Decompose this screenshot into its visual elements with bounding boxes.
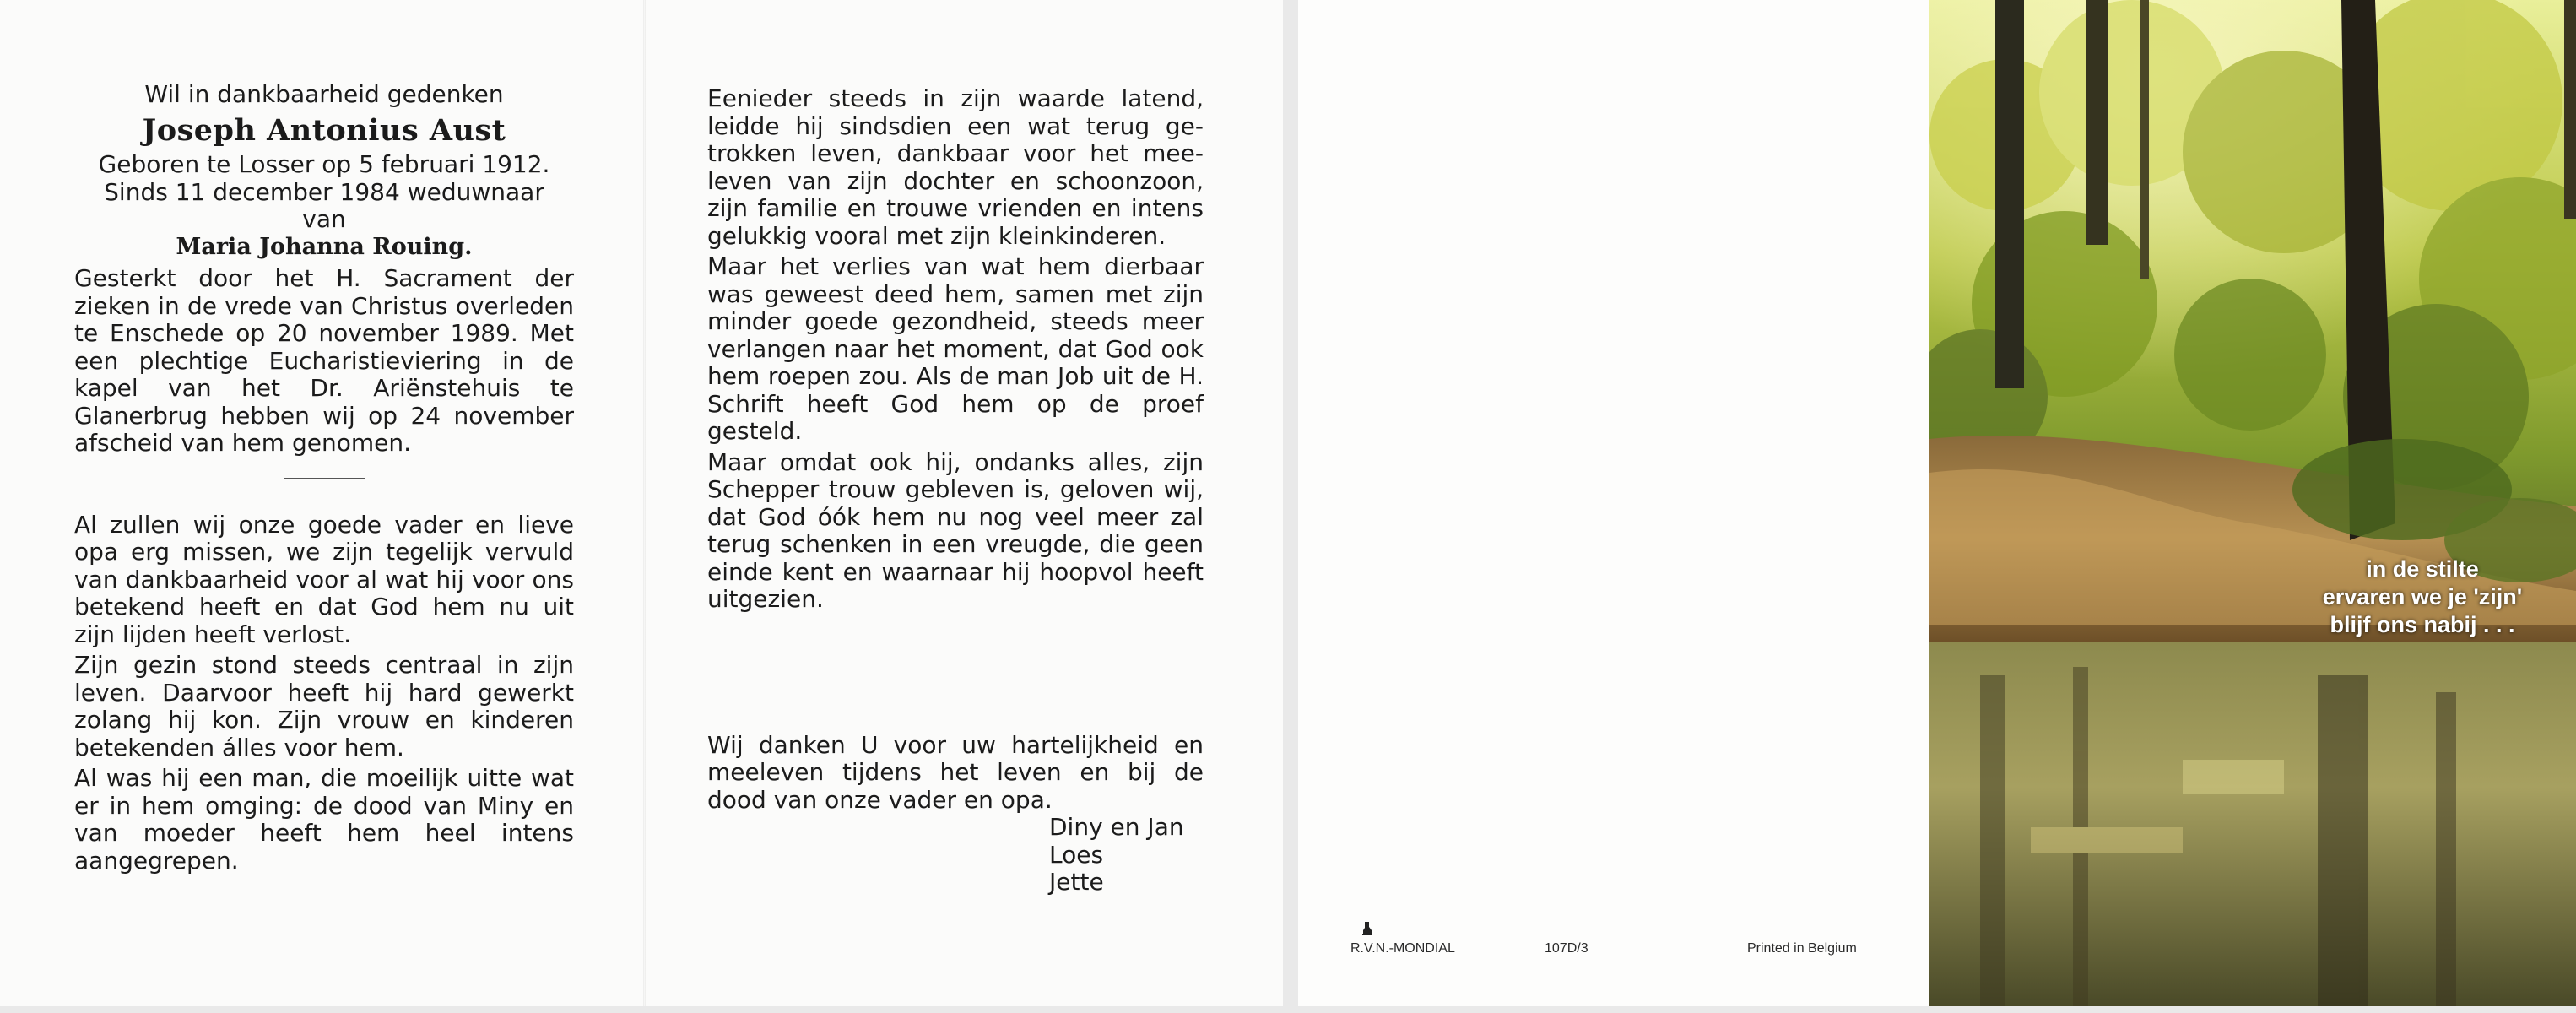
death-paragraph: Gesterkt door het H. Sacrament der zieken in de vrede van Christus overleden te Enschede op 20 november 1989. Met een plechtige Eucharistieviering in de kapel van het Dr. Ariënstehuis te Glanerbrug hebben wij op 24 november afscheid van hem genomen.	[74, 264, 574, 457]
printed-in: Printed in Belgium	[1747, 941, 1857, 956]
inside-left-panel	[74, 81, 574, 875]
photo-caption	[2279, 555, 2566, 639]
printer-logo-icon	[1362, 920, 1372, 935]
text-divider	[284, 478, 365, 479]
spouse-name: Maria Johanna Rouing.	[176, 233, 473, 260]
deceased-name: Joseph Antonius Aust	[142, 112, 506, 148]
life-paragraph: Eenieder steeds in zijn waarde latend, leidde hij sindsdien een wat terug getrokken leven, dankbaar voor het meeleven van zijn dochter en schoonzoon, zijn familie en trouwe vrienden en intens gelukkig vooral met zijn kleinkinderen.	[707, 84, 1204, 250]
inside-right-panel	[707, 81, 1204, 897]
widower-line: Sinds 11 december 1984 weduwnaar	[104, 177, 544, 206]
family-paragraph: Zijn gezin stond steeds centraal in zijn leven. Daarvoor heeft hij hard gewerkt zolang hij kon. Zijn vrouw en kinderen betekenden álles voor hem.	[74, 651, 574, 761]
card-code: 107D/3	[1545, 941, 1588, 956]
loss-paragraph: Maar het verlies van wat hem dierbaar was geweest deed hem, samen met zijn minder goede gezondheid, steeds meer verlangen naar het moment, dat God ook hem roepen zou. Als de man Job uit de H. Schrift heeft God hem op de proef gesteld.	[707, 252, 1204, 445]
caption-line-1: in de stilte	[2366, 556, 2479, 582]
faith-paragraph: Maar omdat ook hij, ondanks alles, zijn Schepper trouw gebleven is, geloven wij, dat God óók hem nu nog veel meer zal terug schenken in een vreugde, die geen einde kent en waarnaar hij hoopvol heeft uitgezien.	[707, 447, 1204, 613]
remembrance-paragraph: Al zullen wij onze goede vader en lieve opa erg missen, we zijn tegelijk vervuld van dankbaarheid voor al wat hij voor ons betekend heeft en dat God hem nu uit zijn lijden heeft verlost.	[74, 510, 574, 648]
character-paragraph: Al was hij een man, die moeilijk uitte wat er in hem omging: de dood van Miny en van moeder heeft hem heel intens aangegrepen.	[74, 764, 574, 875]
birth-line: Geboren te Losser op 5 februari 1912.	[98, 150, 550, 178]
forest-photo	[1929, 0, 2576, 1006]
van-line: van	[302, 205, 346, 233]
printer-name: R.V.N.-MONDIAL	[1350, 941, 1455, 956]
card-fold	[643, 0, 646, 1006]
caption-line-2: ervaren we je 'zijn'	[2322, 584, 2523, 609]
signature-1: Diny en Jan	[1049, 813, 1184, 841]
caption-line-3: blijf ons nabij . . .	[2330, 612, 2515, 637]
thanks-paragraph: Wij danken U voor uw hartelijkheid en meeleven tijdens het leven en bij de dood van onze vader en opa.	[707, 730, 1204, 814]
intro-heading: Wil in dankbaarheid gedenken	[144, 80, 504, 108]
signature-3: Jette	[1049, 868, 1104, 896]
signature-2: Loes	[1049, 840, 1104, 869]
